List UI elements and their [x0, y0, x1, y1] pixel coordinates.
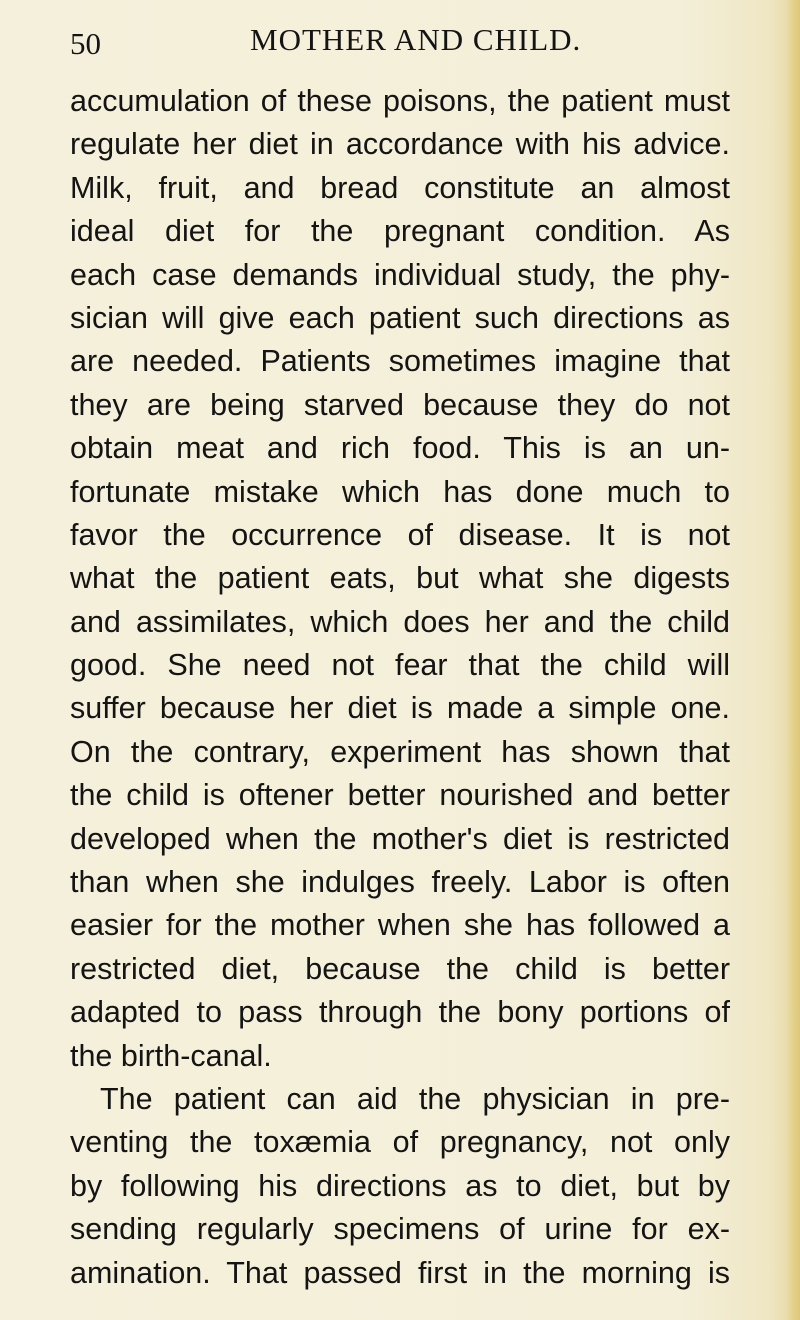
text-line: suffer because her diet is made a simple one. — [70, 691, 730, 726]
body-text — [70, 80, 730, 1295]
page-header — [0, 22, 800, 62]
text-line: On the contrary, experiment has shown that — [70, 734, 730, 769]
text-line: good. She need not fear that the child will — [70, 648, 730, 683]
running-head: MOTHER AND CHILD. — [250, 22, 582, 57]
text-line: are needed. Patients sometimes imagine that — [70, 344, 730, 379]
text-line: favor the occurrence of disease. It is not — [70, 517, 730, 552]
text-line: adapted to pass through the bony portions of — [70, 995, 730, 1030]
text-line: sician will give each patient such directions as — [70, 300, 730, 335]
text-line: venting the toxæmia of pregnancy, not only — [70, 1125, 730, 1160]
text-line: what the patient eats, but what she digests — [70, 561, 730, 596]
text-line: by following his directions as to diet, but by — [70, 1168, 730, 1203]
text-line: than when she indulges freely. Labor is often — [70, 865, 730, 900]
text-line: the child is oftener better nourished and better — [70, 778, 730, 813]
text-line: obtain meat and rich food. This is an un- — [70, 431, 730, 466]
text-line: fortunate mistake which has done much to — [70, 474, 730, 509]
text-line: sending regularly specimens of urine for ex- — [70, 1212, 730, 1247]
text-line: developed when the mother's diet is restricted — [70, 821, 730, 856]
paragraph-end-line: the birth-canal. — [70, 1038, 272, 1073]
text-line: each case demands individual study, the phy- — [70, 257, 730, 292]
text-line: they are being starved because they do not — [70, 387, 730, 422]
text-line: regulate her diet in accordance with his advice. — [70, 127, 730, 162]
text-line: restricted diet, because the child is better — [70, 951, 730, 986]
paragraph-start-line: The patient can aid the physician in pre- — [100, 1081, 730, 1116]
page-number: 50 — [70, 26, 101, 61]
text-line: amination. That passed first in the morning is — [70, 1255, 730, 1290]
text-line: ideal diet for the pregnant condition. As — [70, 214, 730, 249]
text-line: Milk, fruit, and bread constitute an almost — [70, 170, 730, 205]
page-edge — [786, 0, 800, 1320]
text-line: easier for the mother when she has followed a — [70, 908, 730, 943]
text-line: accumulation of these poisons, the patient must — [70, 84, 730, 118]
text-line: and assimilates, which does her and the child — [70, 604, 730, 639]
